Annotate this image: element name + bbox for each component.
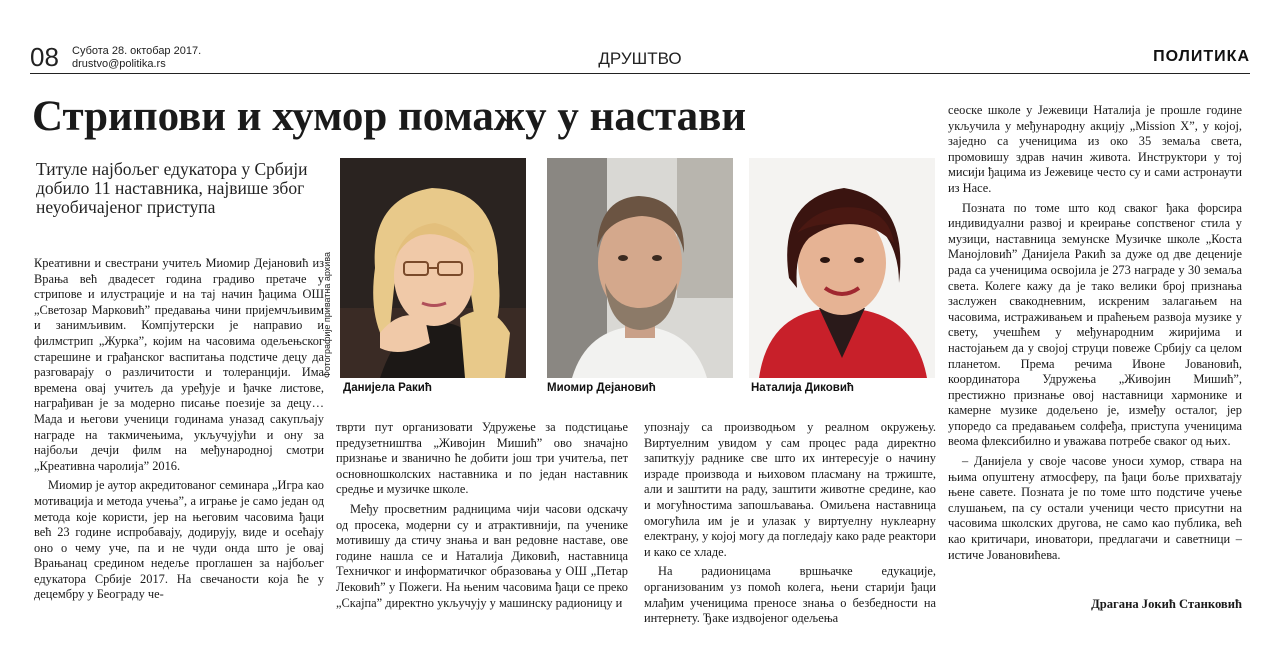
article-column-4 (948, 103, 1242, 567)
portrait-man-bearded-image (547, 158, 733, 378)
article-byline: Драгана Јокић Станковић (1091, 597, 1242, 611)
paragraph: Миомир је аутор акредитованог семинара „Игра као мотивација и метода учења”, а играње је само један од метода које користи, јер на његовим часовима ђаци већ 23 године испробавају, додирују, виде и осећају оно о чему уче, па и не чуди онда што је овај Врањанац средином недеље проглашен за најбољег едукатора Србије 2017. На свечаности која ће у децембру у Београду че- (34, 478, 324, 602)
article-subhead: Титуле најбољег едукатора у Србији добило 11 наставника, највише због неуобичајеног приступа (36, 159, 308, 217)
portrait-woman-blonde-image (340, 158, 526, 378)
photo-caption: Наталија Диковић (751, 382, 854, 394)
photo-caption: Миомир Дејановић (547, 382, 656, 394)
article-column-3 (644, 420, 936, 631)
paragraph: Позната по томе што код сваког ђака форсира индивидуални развој и креирање сопственог стила у музици, наставница земунске Музичке школе „Коста Манојловић” Данијела Ракић за дуже од две деценије рада са ученицима освојила је 273 награде у 30 земаља света. Колеге кажу да је тако велики број признања заслужен свакодневним, искреним залагањем на часовима, истраживањем и праћењем развоја музике у свету, учешћем у међународним жиријима и настојањем да у својој струци повеже Србију са целом планетом. Према речима Ивоне Јовановић, координатора Удружења „Живојин Мишић”, престижно признање овој наставници хармонике и камерне музике додељено је, између осталог, јер упоредо са предавањем солфеђа, приступа ученицима веома флексибилно и уважава потребе сваког од њих. (948, 200, 1242, 449)
paragraph: упознају са производњом у реалном окружењу. Виртуелним увидом у сам процес рада директно запиткују раднике све што их интересује о начину израде производа и њиховом пласману на тржиште, али и заштити на раду, заштити животне средине, као и могућностима запошљавања. Омиљена наставница омогућила им је и улазак у виртуелну нуклеарну електрану, у којој могу да погледају како раде реактори и како се хладе. (644, 420, 936, 559)
photo-miomir-dejanovic (547, 158, 733, 378)
photo-caption: Данијела Ракић (343, 382, 432, 394)
paragraph: – Данијела у своје часове уноси хумор, ствара на њима опуштену атмосферу, па ђаци боље прихватају њене савете. Позната је по томе што подстиче учење слушањем, па су остали ученици често присутни на часовима школских другова, не само као публика, већ као критичари, иноватори, предлагачи и саветници – истиче Јовановићева. (948, 454, 1242, 562)
photo-danijela-rakic (340, 158, 526, 378)
article-headline: Стрипови и хумор помажу у настави (32, 93, 747, 140)
newspaper-logo: ПОЛИТИКА (1153, 48, 1250, 65)
photo-natalija-dikovic (749, 158, 935, 378)
section-email[interactable]: drustvo@politika.rs (72, 58, 166, 70)
paragraph: сеоске школе у Јежевици Наталија је прошле године укључила у међународну акцију „Mission X”, у којој, заједно са ученицима из око 35 земаља света, промовишу здрав начин живота. Инструктори у тој мисији ђацима из Јежевице често су и сами астронаути из Насе. (948, 103, 1242, 195)
issue-date: Субота 28. октобар 2017. (72, 45, 202, 57)
article-column-1 (34, 256, 324, 607)
paragraph: Креативни и свестрани учитељ Миомир Дејановић из Врања већ двадесет година градиво претаче у стрипове и илустрације и на тај начин ђацима ОШ „Светозар Марковић” предавања чини пријемчљивим и занимљивим. Компјутерски је направио и филмстрип „Журка”, којим на часовима одељењског старешине и грађанског васпитања подстиче децу да разговарају о различитости и толеранцији. Има времена овај учитељ да уређује и ђачке листове, награђиван је за модерно писање поезије за децу… Мада и његови ученици годинама уназад сакупљају награде на такмичењима, укључујући и ону за најбољи дечји филм на међународној смотри „Креативна чаролија” 2016. (34, 256, 324, 473)
paragraph: На радионицама вршњачке едукације, организованим уз помоћ колега, њени старији ђаци млађим ученицима преносе знања о безбедности на интернету. Ђаке издвојеног одељења (644, 564, 936, 626)
page-header (30, 40, 1250, 74)
paragraph: тврти пут организовати Удружење за подстицање предузетништва „Живојин Мишић” ово значајно признање и званично ће добити још три учитеља, пет основношколских наставника и по један наставник средње и музичке школе. (336, 420, 628, 497)
photo-credit: Фотографије приватна архива (322, 251, 332, 378)
portrait-woman-red-jacket-image (749, 158, 935, 378)
paragraph: Међу просветним радницима чији часови одскачу од просека, модерни су и атрактивнији, па ученике мотивишу да стичу знања и ван редовне наставе, ове године нашла се и Наталија Диковић, наставница Техничког и информатичког образовања у ОШ „Петар Лековић” у Пожеги. На њеним часовима ђаци се преко „Скајпа” директно укључују у машинску радионицу и (336, 501, 628, 610)
article-column-2 (336, 420, 628, 615)
section-title: ДРУШТВО (598, 49, 682, 68)
page-number: 08 (30, 42, 59, 72)
